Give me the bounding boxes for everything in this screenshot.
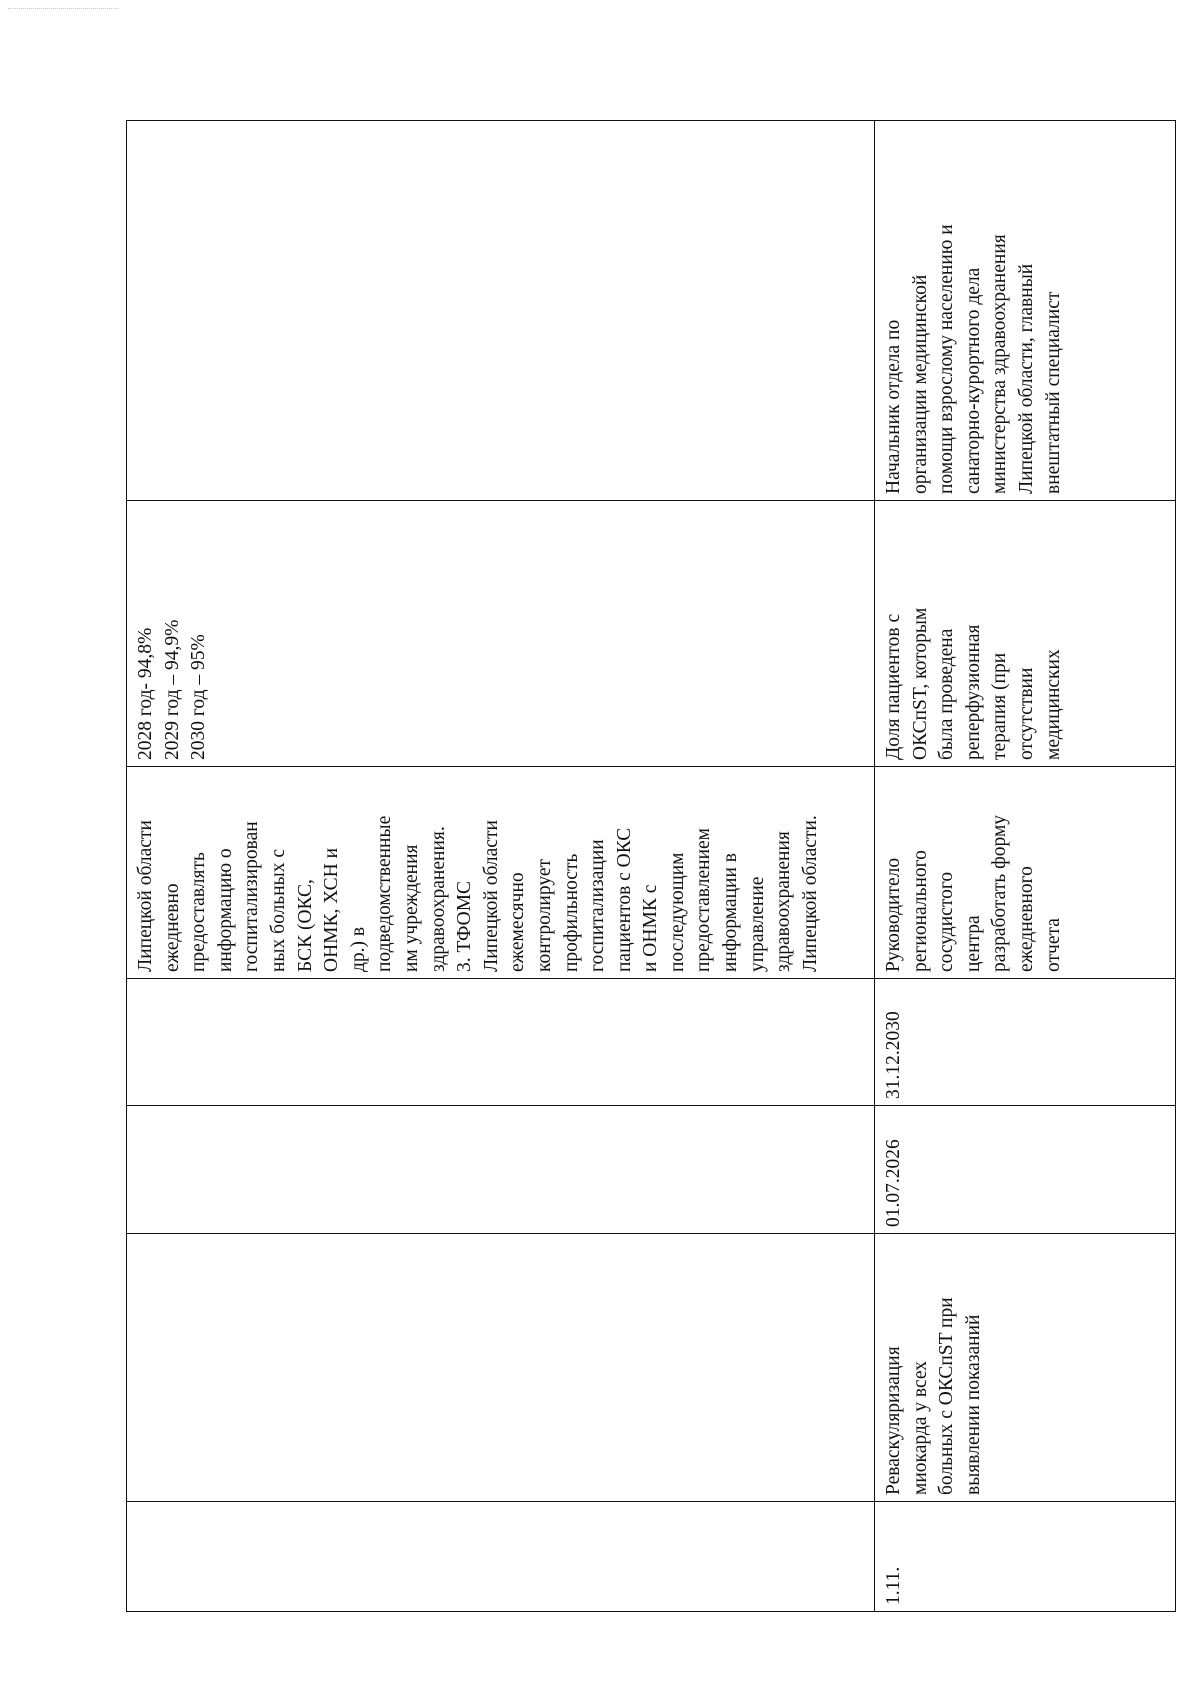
responsible-cell <box>875 121 1175 501</box>
start-date: 01.07.2026 <box>883 1139 904 1227</box>
number-cell <box>875 1502 1175 1611</box>
number-cell-continued <box>127 1502 874 1611</box>
action-cell <box>875 767 1175 979</box>
action-text: Руководитело регионального сосудистого центра разработать форму ежедневного отчета <box>883 814 1064 972</box>
action-cell-continued <box>127 767 874 979</box>
table-row-1-11 <box>875 121 1175 1611</box>
end-date-cell <box>875 979 1175 1106</box>
start-date-cell <box>875 1106 1175 1234</box>
measure-name: Реваскуляризация миокарда у всех больных с ОКСпST при выявлении показаний <box>883 1297 984 1495</box>
indicator-cell <box>875 501 1175 767</box>
indicator-cell-continued <box>127 501 874 767</box>
indicator-text: Доля пациентов с ОКСпST, которым была проведена реперфузионная терапия (при отсутствии медицинских <box>883 607 1064 760</box>
action-text-continued: Липецкой области ежедневно предоставлять информацию о госпитализирован ных больных с БСК (ОКС, ОНМК, ХСН и др.) в подведомственные им учреждения здравоохранения. 3. ТФОМС Липецкой области ежемесячно контролирует профильность госпитализации пациентов с ОКС и ОНМК с последующим предоставлением информации в управление здравоохранения Липецкой области. <box>135 815 821 972</box>
measures-table <box>126 120 1176 1612</box>
scan-artifact <box>8 8 118 13</box>
name-cell <box>875 1234 1175 1502</box>
indicator-text-continued: 2028 год- 94,8% 2029 год – 94,9% 2030 год – 95% <box>135 619 210 760</box>
responsible-text: Начальник отдела по организации медицинской помощи взрослому населению и санаторно-курортного дела министерства здравоохранения Липецкой области, главный внештатный специалист <box>883 224 1064 494</box>
name-cell-continued <box>127 1234 874 1502</box>
row-number: 1.11. <box>883 1566 904 1605</box>
end-date-cell-continued <box>127 979 874 1106</box>
table-row-continued <box>127 121 875 1611</box>
start-date-cell-continued <box>127 1106 874 1234</box>
end-date: 31.12.2030 <box>883 1011 904 1099</box>
responsible-cell-continued <box>127 121 874 501</box>
